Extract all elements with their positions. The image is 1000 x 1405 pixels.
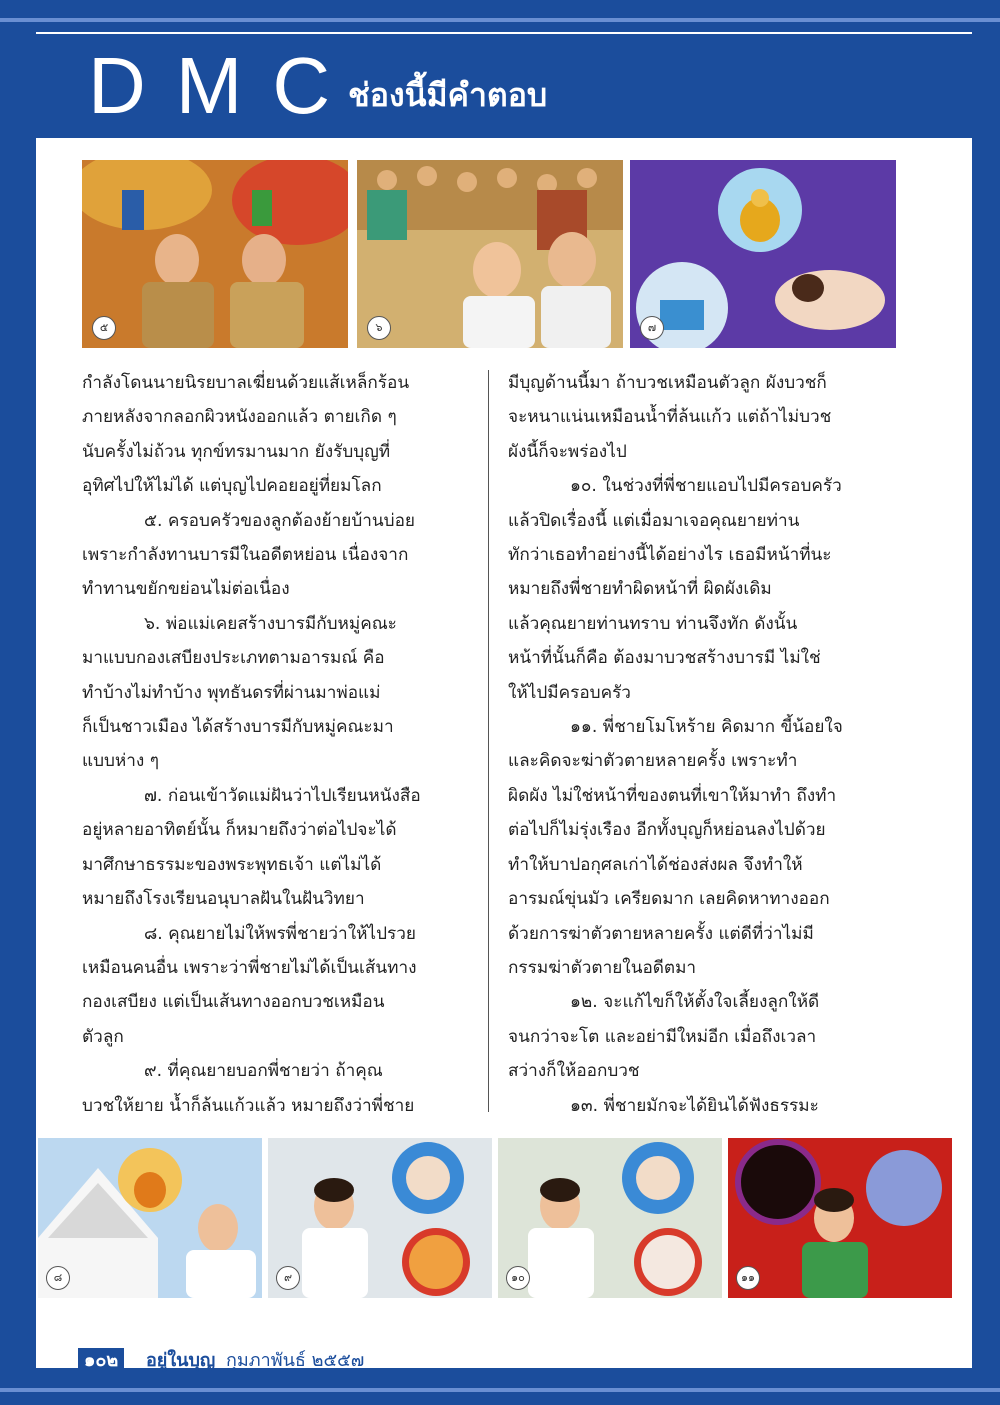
illustration-number: ๑๑ [736,1266,760,1290]
right-column [508,366,900,1123]
illustration-number: ๙ [276,1266,300,1290]
column-divider [488,370,489,1112]
text-line: ตัวลูก [82,1026,124,1047]
left-column [82,366,474,1123]
text-line: ๑๐. ในช่วงที่พี่ชายแอบไปมีครอบครัว [570,476,842,497]
text-line: มาศึกษาธรรมะของพระพุทธเจ้า แต่ไม่ได้ [82,854,382,875]
header-subtitle: ช่องนี้มีคำตอบ [348,76,548,114]
page-number: ๑๐๒ [78,1348,124,1374]
text-line: แล้วคุณยายท่านทราบ ท่านจึงทัก ดังนั้น [508,613,798,634]
magazine-name: อยู่ในบุญ [146,1350,216,1371]
text-line: หน้าที่นั้นก็คือ ต้องมาบวชสร้างบารมี ไม่ใช่ [508,648,821,669]
text-line: บวชให้ยาย น้ำก็ล้นแก้วแล้ว หมายถึงว่าพี่ชาย [82,1095,415,1116]
illustration-8 [38,1138,262,1298]
text-line: ทำบ้างไม่ทำบ้าง พุทธันดรที่ผ่านมาพ่อแม่ [82,682,381,703]
text-line: อุทิศไปให้ไม่ได้ แต่บุญไปคอยอยู่ที่ยมโลก [82,476,382,497]
text-line: ๘. คุณยายไม่ให้พรพี่ชายว่าให้ไปรวย [144,923,416,944]
text-line: กรรมฆ่าตัวตายในอดีตมา [508,957,697,978]
text-line: ๗. ก่อนเข้าวัดแม่ฝันว่าไปเรียนหนังสือ [144,785,421,806]
text-line: นับครั้งไม่ถ้วน ทุกข์ทรมานมาก ยังรับบุญที่ [82,441,391,462]
text-line: แบบห่าง ๆ [82,751,159,772]
text-line: มีบุญด้านนี้มา ถ้าบวชเหมือนตัวลูก ผังบวชก็ [508,373,827,393]
illustration-5 [82,160,348,348]
text-line: อารมณ์ขุ่นมัว เครียดมาก เลยคิดหาทางออก [508,889,830,910]
text-line: มาแบบกองเสบียงประเภทตามอารมณ์ คือ [82,648,385,669]
illustration-11 [728,1138,952,1298]
text-line: สว่างก็ให้ออกบวช [508,1061,640,1082]
illustration-number: ๖ [367,316,391,340]
text-line: ทำทานขยักขย่อนไม่ต่อเนื่อง [82,579,290,600]
bottom-stripe [0,1388,1000,1392]
illustration-number: ๘ [46,1266,70,1290]
text-line: กองเสบียง แต่เป็นเส้นทางออกบวชเหมือน [82,992,385,1013]
text-line: ทำให้บาปอกุศลเก่าได้ช่องส่งผล จึงทำให้ [508,854,803,875]
top-stripe [0,18,1000,22]
text-line: ด้วยการฆ่าตัวตายหลายครั้ง แต่ดีที่ว่าไม่มี [508,923,814,944]
text-line: อยู่หลายอาทิตย์นั้น ก็หมายถึงว่าต่อไปจะได้ [82,820,397,841]
text-line: ๖. พ่อแม่เคยสร้างบารมีกับหมู่คณะ [144,613,397,634]
text-line: ผังนี้ก็จะพร่องไป [508,441,627,462]
text-line: จนกว่าจะโต และอย่ามีใหม่อีก เมื่อถึงเวลา [508,1026,817,1047]
illustration-number: ๕ [92,316,116,340]
text-line: ภายหลังจากลอกผิวหนังออกแล้ว ตายเกิด ๆ [82,407,397,428]
illustration-number: ๗ [640,316,664,340]
illustration-7 [630,160,896,348]
illustration-10 [498,1138,722,1298]
illustration-number: ๑๐ [506,1266,530,1290]
text-line: จะหนาแน่นเหมือนน้ำที่ล้นแก้ว แต่ถ้าไม่บวช [508,407,832,428]
text-line: ต่อไปก็ไม่รุ่งเรือง อีกทั้งบุญก็หย่อนลงไปด้วย [508,820,826,841]
issue-date: กุมภาพันธ์ ๒๕๕๗ [226,1350,365,1371]
text-line: เหมือนคนอื่น เพราะว่าพี่ชายไม่ได้เป็นเส้นทาง [82,957,417,978]
text-line: เพราะกำลังทานบารมีในอดีตหย่อน เนื่องจาก [82,545,409,566]
text-line: ผิดผัง ไม่ใช่หน้าที่ของตนที่เขาให้มาทำ ถึงทำ [508,785,837,806]
text-line: ทักว่าเธอทำอย่างนี้ได้อย่างไร เธอมีหน้าที่นะ [508,545,832,566]
text-line: หมายถึงโรงเรียนอนุบาลฝันในฝันวิทยา [82,889,365,910]
text-line: หมายถึงพี่ชายทำผิดหน้าที่ ผิดผังเดิม [508,579,772,600]
text-line: ก็เป็นชาวเมือง ได้สร้างบารมีกับหมู่คณะมา [82,717,394,738]
header-dmc-logo: DMC [88,41,361,130]
text-line: ๙. ที่คุณยายบอกพี่ชายว่า ถ้าคุณ [144,1061,383,1082]
text-line: กำลังโดนนายนิรยบาลเฆี่ยนด้วยแส้เหล็กร้อน [82,373,410,393]
text-line: ให้ไปมีครอบครัว [508,682,631,703]
illustration-6 [357,160,623,348]
text-line: ๕. ครอบครัวของลูกต้องย้ายบ้านบ่อย [144,510,415,531]
top-rule [36,32,972,34]
text-line: ๑๓. พี่ชายมักจะได้ยินได้ฟังธรรมะ [570,1095,819,1116]
text-line: ๑๑. พี่ชายโมโหร้าย คิดมาก ขี้น้อยใจ [570,717,843,738]
text-line: แล้วปิดเรื่องนี้ แต่เมื่อมาเจอคุณยายท่าน [508,510,800,531]
illustration-9 [268,1138,492,1298]
text-line: และคิดจะฆ่าตัวตายหลายครั้ง เพราะทำ [508,751,798,772]
text-line: ๑๒. จะแก้ไขก็ให้ตั้งใจเลี้ยงลูกให้ดี [570,992,820,1013]
